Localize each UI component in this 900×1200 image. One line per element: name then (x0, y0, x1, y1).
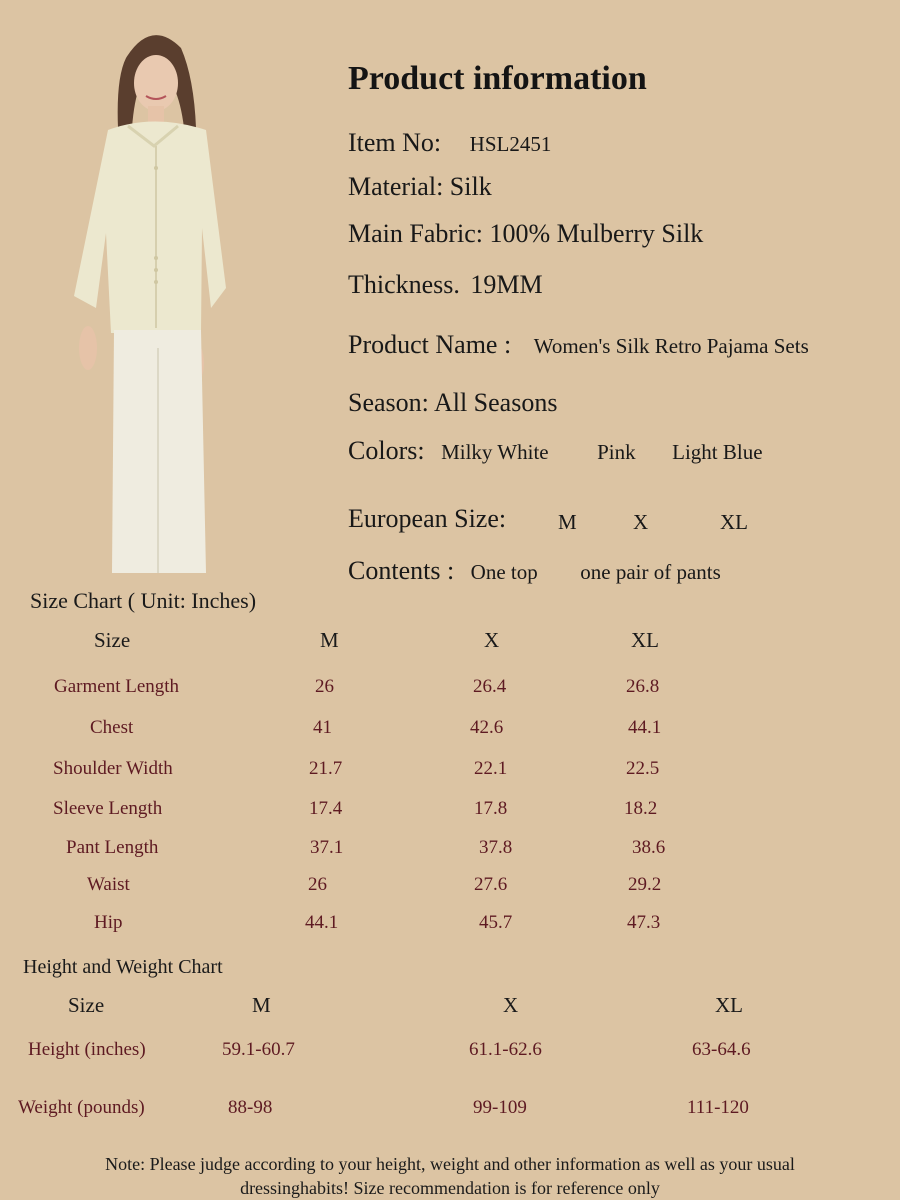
row-label: Chest (90, 717, 134, 738)
size-note-text: Note: Please judge according to your height, weight and other information as well as your usual dressinghabits! Size recommendation is for reference only (105, 1154, 795, 1198)
value-cell: 22.1 (474, 758, 508, 779)
header-cell: M (320, 628, 339, 652)
color-option: Pink (597, 440, 636, 464)
value-cell: 26.8 (626, 676, 660, 697)
value-cell: 63-64.6 (692, 1039, 751, 1060)
header-cell: X (503, 993, 519, 1017)
value-cell: 27.6 (474, 874, 508, 895)
value-cell: 26 (315, 676, 334, 697)
value-cell: 99-109 (473, 1097, 527, 1118)
value-cell: 29.2 (628, 874, 662, 895)
size-option: M (558, 510, 577, 534)
value-cell: 88-98 (228, 1097, 273, 1118)
color-option: Milky White (441, 440, 549, 464)
row-label: Sleeve Length (53, 798, 163, 819)
value-cell: 37.1 (310, 837, 344, 858)
product-name-row (348, 330, 809, 360)
header-cell: XL (631, 628, 659, 652)
item-no-value: HSL2451 (469, 132, 552, 156)
header-cell: Size (94, 628, 131, 652)
header-cell: M (252, 993, 271, 1017)
row-label: Waist (87, 874, 130, 895)
value-cell: 37.8 (479, 837, 513, 858)
row-label: Height (inches) (28, 1039, 146, 1060)
header-cell: Size (68, 993, 105, 1017)
main-fabric-row: Main Fabric: 100% Mulberry Silk (348, 219, 704, 248)
size-note (0, 1152, 900, 1200)
item-no-row (348, 128, 551, 158)
value-cell: 44.1 (628, 717, 662, 738)
row-label: Shoulder Width (53, 758, 173, 779)
thickness-label: Thickness. (348, 270, 460, 299)
thickness-row (348, 270, 543, 300)
product-name-value: Women's Silk Retro Pajama Sets (533, 334, 809, 358)
value-cell: 61.1-62.6 (469, 1039, 542, 1060)
value-cell: 18.2 (624, 798, 658, 819)
value-cell: 59.1-60.7 (222, 1039, 295, 1060)
value-cell: 17.8 (474, 798, 508, 819)
value-cell: 26 (308, 874, 327, 895)
row-label: Garment Length (54, 676, 180, 697)
material-row: Material: Silk (348, 172, 492, 201)
item-no-label: Item No: (348, 128, 442, 157)
header-cell: XL (715, 993, 743, 1017)
value-cell: 21.7 (309, 758, 343, 779)
row-label: Hip (94, 912, 123, 933)
product-photo (66, 18, 236, 578)
value-cell: 38.6 (632, 837, 666, 858)
product-name-label: Product Name : (348, 330, 512, 359)
contents-item: one pair of pants (580, 560, 721, 584)
season-row: Season: All Seasons (348, 388, 558, 417)
value-cell: 45.7 (479, 912, 513, 933)
european-size-row (348, 504, 748, 534)
page-title: Product information (348, 60, 647, 97)
contents-row (348, 556, 721, 586)
size-chart-title: Size Chart ( Unit: Inches) (30, 588, 257, 613)
thickness-value: 19MM (470, 270, 543, 299)
height-weight-chart-title: Height and Weight Chart (23, 956, 223, 978)
colors-label: Colors: (348, 436, 425, 465)
contents-item: One top (470, 560, 538, 584)
header-cell: X (484, 628, 500, 652)
value-cell: 17.4 (309, 798, 343, 819)
contents-label: Contents : (348, 556, 455, 585)
row-label: Pant Length (66, 837, 159, 858)
value-cell: 41 (313, 717, 332, 738)
colors-row (348, 436, 763, 466)
size-option: XL (720, 510, 748, 534)
value-cell: 42.6 (470, 717, 504, 738)
size-option: X (633, 510, 649, 534)
european-size-label: European Size: (348, 504, 507, 533)
value-cell: 111-120 (687, 1097, 749, 1118)
value-cell: 47.3 (627, 912, 661, 933)
value-cell: 44.1 (305, 912, 339, 933)
value-cell: 22.5 (626, 758, 660, 779)
value-cell: 26.4 (473, 676, 507, 697)
color-option: Light Blue (672, 440, 763, 464)
row-label: Weight (pounds) (18, 1097, 145, 1118)
